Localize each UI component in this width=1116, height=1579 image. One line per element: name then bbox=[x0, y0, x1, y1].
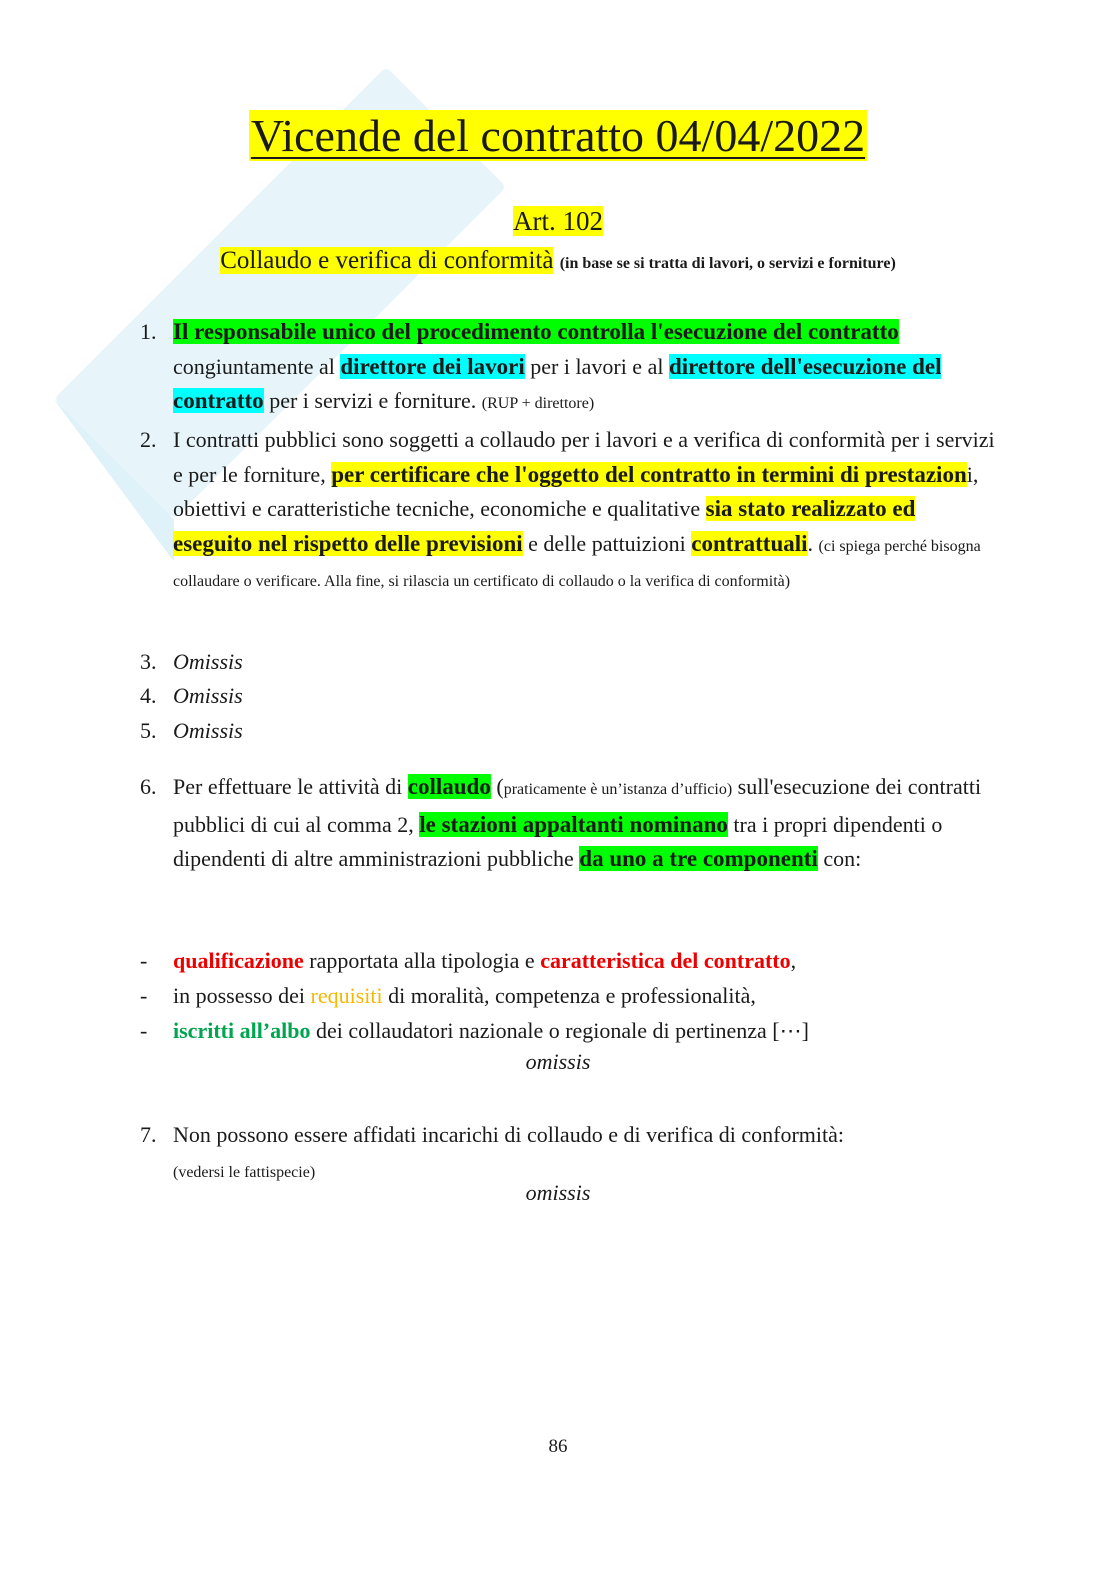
list-item-2: 2. I contratti pubblici sono soggetti a collaudo per i lavori e a verifica di conformità per i servizi e per le forniture, per certificare che l'oggetto del contratto in termini di prestazioni, obiettivi e caratteristiche tecniche, economiche e qualitative sia stato realizzato ed eseguito nel rispetto delle previsioni e delle pattuizioni contrattuali. (ci spiega perché bisogna collaudare o verificare. Alla fine, si rilascia un certificato di collaudo o la verifica di conformità) bbox=[140, 427, 995, 590]
list-item-6: 6. Per effettuare le attività di collaudo (praticamente è un’istanza d’ufficio) sull'esecuzione dei contratti pubblici di cui al comma 2, le stazioni appaltanti nominano tra i propri dipendenti o dipendenti di altre amministrazioni pubbliche da uno a tre componenti con: bbox=[140, 774, 982, 872]
subtitle-note: (in base se si tratta di lavori, o servizi e forniture) bbox=[559, 255, 896, 272]
bullet-qualificazione: - qualificazione rapportata alla tipologia e caratteristica del contratto, bbox=[140, 948, 797, 973]
page-title: Vicende del contratto 04/04/2022 bbox=[250, 110, 866, 161]
list-item-1: 1. Il responsabile unico del procedimento controlla l'esecuzione del contratto congiuntamente al direttore dei lavori per i lavori e al direttore dell'esecuzione del contratto per i servizi e forniture. (RUP + direttore) bbox=[140, 319, 942, 414]
article-subtitle bbox=[0, 244, 1116, 281]
omissis-note-2: omissis bbox=[525, 1180, 591, 1205]
bullet-requisiti: - in possesso dei requisiti di moralità, competenza e professionalità, bbox=[140, 983, 756, 1008]
subtitle-main: Collaudo e verifica di conformità bbox=[220, 247, 554, 274]
bullet-albo: - iscritti all’albo dei collaudatori nazionale o regionale di pertinenza [⋯] bbox=[140, 1018, 809, 1043]
list-item-5: 5. Omissis bbox=[140, 718, 243, 743]
omissis-note-1: omissis bbox=[525, 1049, 591, 1074]
list-item-4: 4. Omissis bbox=[140, 683, 243, 708]
article-number: Art. 102 bbox=[513, 206, 603, 236]
page-number: 86 bbox=[548, 1436, 568, 1457]
list-item-3: 3. Omissis bbox=[140, 649, 243, 674]
list-item-7: 7. Non possono essere affidati incarichi di collaudo e di verifica di conformità: (vedersi le fattispecie) bbox=[140, 1122, 844, 1181]
